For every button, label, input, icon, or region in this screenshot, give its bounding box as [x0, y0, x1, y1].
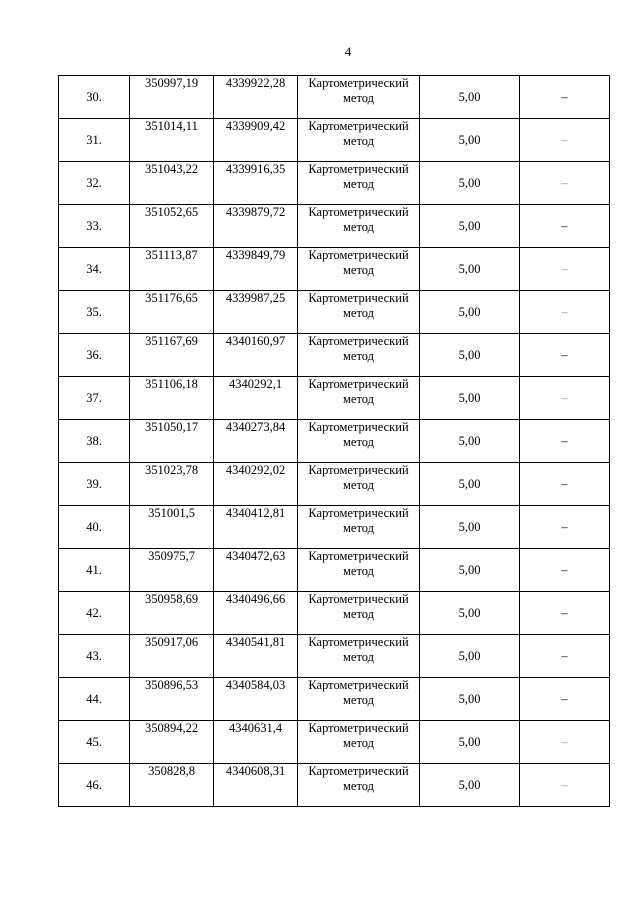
point-number-cell: 31.	[59, 119, 130, 162]
point-number-cell: 36.	[59, 334, 130, 377]
y-coordinate-cell: 4339987,25	[214, 291, 298, 334]
dash-cell	[520, 248, 610, 291]
dash-value: –	[561, 89, 568, 104]
x-coordinate-cell: 350958,69	[130, 592, 214, 635]
method-cell	[298, 635, 420, 678]
dash-cell	[520, 721, 610, 764]
dash-cell	[520, 764, 610, 807]
dash-value: –	[561, 132, 568, 147]
method-line-1: Картометрический	[308, 506, 409, 520]
method-line-1: Картометрический	[308, 248, 409, 262]
x-coordinate-cell: 351176,65	[130, 291, 214, 334]
method-line-1: Картометрический	[308, 721, 409, 735]
y-coordinate-cell: 4340412,81	[214, 506, 298, 549]
method-cell	[298, 721, 420, 764]
table-row	[59, 377, 610, 420]
method-line-2: метод	[342, 779, 374, 793]
dash-cell	[520, 420, 610, 463]
method-line-2: метод	[342, 607, 374, 621]
point-number-cell: 39.	[59, 463, 130, 506]
dash-value: –	[561, 304, 568, 319]
dash-value: –	[561, 433, 568, 448]
table-row	[59, 506, 610, 549]
x-coordinate-cell: 351052,65	[130, 205, 214, 248]
method-line-2: метод	[342, 349, 374, 363]
x-coordinate-cell: 351050,17	[130, 420, 214, 463]
method-line-2: метод	[342, 134, 374, 148]
method-line-2: метод	[342, 177, 374, 191]
method-cell	[298, 248, 420, 291]
dash-cell	[520, 76, 610, 119]
x-coordinate-cell: 351043,22	[130, 162, 214, 205]
dash-value: –	[561, 562, 568, 577]
x-coordinate-cell: 351113,87	[130, 248, 214, 291]
table-row	[59, 721, 610, 764]
y-coordinate-cell: 4340160,97	[214, 334, 298, 377]
accuracy-cell: 5,00	[420, 764, 520, 807]
x-coordinate-cell: 351014,11	[130, 119, 214, 162]
table-row	[59, 549, 610, 592]
method-line-2: метод	[342, 263, 374, 277]
method-line-2: метод	[342, 693, 374, 707]
accuracy-cell: 5,00	[420, 463, 520, 506]
method-line-1: Картометрический	[308, 334, 409, 348]
point-number-cell: 43.	[59, 635, 130, 678]
point-number-cell: 33.	[59, 205, 130, 248]
y-coordinate-cell: 4340631,4	[214, 721, 298, 764]
table-row	[59, 592, 610, 635]
point-number-cell: 30.	[59, 76, 130, 119]
coordinates-table	[58, 75, 610, 807]
method-cell	[298, 334, 420, 377]
method-cell	[298, 678, 420, 721]
point-number-cell: 34.	[59, 248, 130, 291]
table-row	[59, 291, 610, 334]
table-row	[59, 76, 610, 119]
point-number-cell: 41.	[59, 549, 130, 592]
dash-value: –	[561, 648, 568, 663]
y-coordinate-cell: 4339849,79	[214, 248, 298, 291]
accuracy-cell: 5,00	[420, 678, 520, 721]
x-coordinate-cell: 350997,19	[130, 76, 214, 119]
method-line-2: метод	[342, 435, 374, 449]
method-cell	[298, 119, 420, 162]
dash-cell	[520, 592, 610, 635]
method-line-1: Картометрический	[308, 162, 409, 176]
method-line-2: метод	[342, 91, 374, 105]
method-line-2: метод	[342, 478, 374, 492]
y-coordinate-cell: 4340496,66	[214, 592, 298, 635]
dash-value: –	[561, 218, 568, 233]
method-cell	[298, 549, 420, 592]
table-row	[59, 205, 610, 248]
method-line-2: метод	[342, 220, 374, 234]
dash-value: –	[561, 734, 568, 749]
x-coordinate-cell: 350896,53	[130, 678, 214, 721]
method-cell	[298, 76, 420, 119]
method-line-1: Картометрический	[308, 76, 409, 90]
dash-value: –	[561, 476, 568, 491]
method-line-1: Картометрический	[308, 764, 409, 778]
method-line-1: Картометрический	[308, 119, 409, 133]
method-cell	[298, 291, 420, 334]
x-coordinate-cell: 351106,18	[130, 377, 214, 420]
y-coordinate-cell: 4339909,42	[214, 119, 298, 162]
point-number-cell: 42.	[59, 592, 130, 635]
table-row	[59, 162, 610, 205]
dash-cell	[520, 635, 610, 678]
table-row	[59, 334, 610, 377]
x-coordinate-cell: 350975,7	[130, 549, 214, 592]
method-line-2: метод	[342, 521, 374, 535]
method-cell	[298, 420, 420, 463]
point-number-cell: 37.	[59, 377, 130, 420]
coordinates-table-body	[59, 76, 610, 807]
method-line-2: метод	[342, 736, 374, 750]
dash-cell	[520, 377, 610, 420]
dash-cell	[520, 463, 610, 506]
accuracy-cell: 5,00	[420, 635, 520, 678]
dash-value: –	[561, 777, 568, 792]
dash-value: –	[561, 261, 568, 276]
method-line-1: Картометрический	[308, 678, 409, 692]
point-number-cell: 46.	[59, 764, 130, 807]
accuracy-cell: 5,00	[420, 119, 520, 162]
accuracy-cell: 5,00	[420, 549, 520, 592]
table-row	[59, 119, 610, 162]
dash-value: –	[561, 390, 568, 405]
method-line-2: метод	[342, 564, 374, 578]
accuracy-cell: 5,00	[420, 506, 520, 549]
point-number-cell: 32.	[59, 162, 130, 205]
table-row	[59, 420, 610, 463]
point-number-cell: 40.	[59, 506, 130, 549]
method-line-1: Картометрический	[308, 549, 409, 563]
accuracy-cell: 5,00	[420, 420, 520, 463]
x-coordinate-cell: 350894,22	[130, 721, 214, 764]
method-line-1: Картометрический	[308, 205, 409, 219]
method-line-1: Картометрический	[308, 592, 409, 606]
dash-value: –	[561, 347, 568, 362]
accuracy-cell: 5,00	[420, 291, 520, 334]
y-coordinate-cell: 4340541,81	[214, 635, 298, 678]
y-coordinate-cell: 4339922,28	[214, 76, 298, 119]
y-coordinate-cell: 4340584,03	[214, 678, 298, 721]
method-line-2: метод	[342, 650, 374, 664]
dash-value: –	[561, 519, 568, 534]
accuracy-cell: 5,00	[420, 377, 520, 420]
point-number-cell: 45.	[59, 721, 130, 764]
point-number-cell: 38.	[59, 420, 130, 463]
y-coordinate-cell: 4340292,1	[214, 377, 298, 420]
y-coordinate-cell: 4339916,35	[214, 162, 298, 205]
page-number: 4	[344, 44, 352, 59]
y-coordinate-cell: 4340292,02	[214, 463, 298, 506]
method-cell	[298, 463, 420, 506]
dash-cell	[520, 506, 610, 549]
method-line-1: Картометрический	[308, 463, 409, 477]
method-cell	[298, 592, 420, 635]
table-row	[59, 248, 610, 291]
method-line-1: Картометрический	[308, 291, 409, 305]
x-coordinate-cell: 351001,5	[130, 506, 214, 549]
dash-cell	[520, 334, 610, 377]
accuracy-cell: 5,00	[420, 592, 520, 635]
method-cell	[298, 377, 420, 420]
method-line-2: метод	[342, 392, 374, 406]
x-coordinate-cell: 350828,8	[130, 764, 214, 807]
point-number-cell: 35.	[59, 291, 130, 334]
accuracy-cell: 5,00	[420, 76, 520, 119]
x-coordinate-cell: 351167,69	[130, 334, 214, 377]
dash-value: –	[561, 691, 568, 706]
table-row	[59, 635, 610, 678]
accuracy-cell: 5,00	[420, 162, 520, 205]
method-cell	[298, 506, 420, 549]
table-row	[59, 764, 610, 807]
accuracy-cell: 5,00	[420, 248, 520, 291]
dash-value: –	[561, 175, 568, 190]
method-line-1: Картометрический	[308, 377, 409, 391]
point-number-cell: 44.	[59, 678, 130, 721]
x-coordinate-cell: 350917,06	[130, 635, 214, 678]
table-row	[59, 678, 610, 721]
method-line-1: Картометрический	[308, 420, 409, 434]
y-coordinate-cell: 4340472,63	[214, 549, 298, 592]
method-line-2: метод	[342, 306, 374, 320]
y-coordinate-cell: 4340273,84	[214, 420, 298, 463]
method-cell	[298, 205, 420, 248]
y-coordinate-cell: 4340608,31	[214, 764, 298, 807]
accuracy-cell: 5,00	[420, 334, 520, 377]
accuracy-cell: 5,00	[420, 205, 520, 248]
y-coordinate-cell: 4339879,72	[214, 205, 298, 248]
table-row	[59, 463, 610, 506]
method-cell	[298, 162, 420, 205]
dash-cell	[520, 119, 610, 162]
dash-cell	[520, 162, 610, 205]
dash-cell	[520, 205, 610, 248]
dash-cell	[520, 549, 610, 592]
accuracy-cell: 5,00	[420, 721, 520, 764]
method-line-1: Картометрический	[308, 635, 409, 649]
method-cell	[298, 764, 420, 807]
dash-value: –	[561, 605, 568, 620]
dash-cell	[520, 678, 610, 721]
dash-cell	[520, 291, 610, 334]
x-coordinate-cell: 351023,78	[130, 463, 214, 506]
